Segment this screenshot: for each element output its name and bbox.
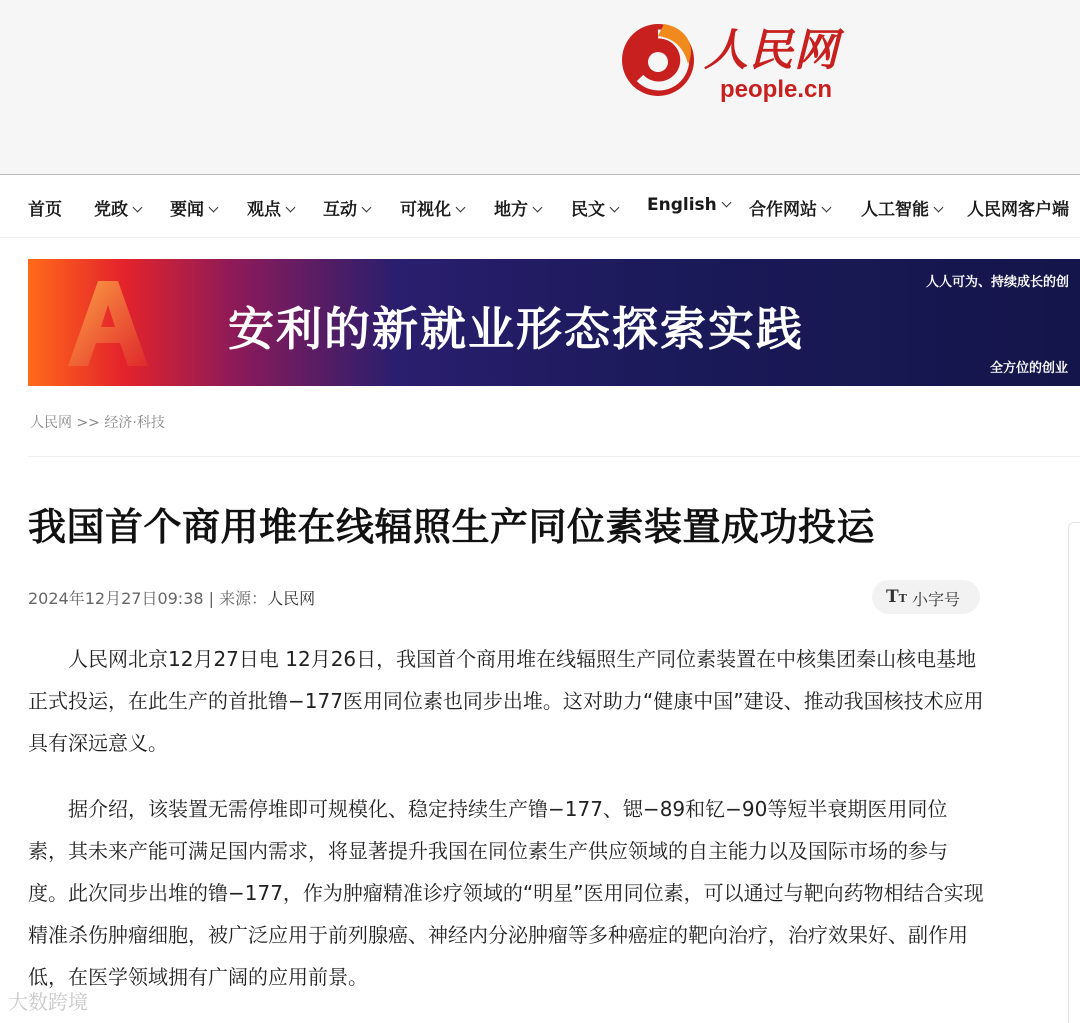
nav-item-visual[interactable]: 可视化 [400, 195, 464, 220]
watermark: 大数跨境 [8, 990, 88, 1014]
divider [28, 456, 1080, 457]
font-size-icon: TT [886, 587, 907, 607]
nav-item-ai[interactable]: 人工智能 [861, 195, 942, 220]
nav-item-local[interactable]: 地方 [494, 195, 541, 220]
main-nav [0, 174, 1080, 238]
banner-title: 安利的新就业形态探索实践 [228, 302, 804, 356]
banner-bottom-text: 全方位的创业 [990, 361, 1069, 376]
chevron-down-icon [610, 203, 620, 213]
site-header [0, 0, 1080, 174]
nav-item-english[interactable]: English [647, 195, 730, 215]
logo-text-cn: 人民网 [704, 25, 839, 76]
source-label: 来源： [219, 589, 268, 608]
site-logo[interactable] [618, 14, 858, 106]
chevron-down-icon [934, 203, 944, 213]
chevron-down-icon [533, 203, 543, 213]
banner-top-text: 人人可为、持续成长的创 [926, 275, 1070, 290]
article-paragraph: 人民网北京12月27日电 12月26日，我国首个商用堆在线辐照生产同位素装置在中核集团秦山核电基地正式投运，在此生产的首批镥−177医用同位素也同步出堆。这对助力“健康中国”建设、推动我国核技术应用具有深远意义。 [28, 647, 984, 755]
chevron-down-icon [456, 203, 466, 213]
breadcrumb [30, 412, 165, 432]
nav-item-interaction[interactable]: 互动 [323, 195, 370, 220]
nav-item-news[interactable]: 要闻 [170, 195, 217, 220]
chevron-down-icon [209, 203, 219, 213]
breadcrumb-section-link[interactable]: 经济·科技 [104, 415, 165, 431]
people-logo-icon [618, 18, 698, 98]
amway-a-logo-icon [68, 281, 148, 366]
chevron-down-icon [362, 203, 372, 213]
breadcrumb-home-link[interactable]: 人民网 [30, 415, 72, 431]
article-title: 我国首个商用堆在线辐照生产同位素装置成功投运 [28, 505, 876, 549]
article-paragraph: 据介绍，该装置无需停堆即可规模化、稳定持续生产镥−177、锶−89和钇−90等短半衰期医用同位素，其未来产能可满足国内需求，将显著提升我国在同位素生产供应领域的自主能力以及国际市场的参与度。此次同步出堆的镥−177，作为肿瘤精准诊疗领域的“明星”医用同位素，可以通过与靶向药物相结合实现精准杀伤肿瘤细胞，被广泛应用于前列腺癌、神经内分泌肿瘤等多种癌症的靶向治疗，治疗效果好、副作用低，在医学领域拥有广阔的应用前景。 [28, 797, 984, 989]
source-link[interactable]: 人民网 [267, 589, 316, 608]
nav-item-party[interactable]: 党政 [94, 195, 141, 220]
font-size-label: 小字号 [912, 590, 961, 609]
chevron-down-icon [286, 203, 296, 213]
nav-item-app[interactable]: 人民网客户端 [967, 200, 1069, 220]
chevron-down-icon [133, 203, 143, 213]
nav-item-opinion[interactable]: 观点 [247, 195, 294, 220]
nav-item-partners[interactable]: 合作网站 [749, 195, 830, 220]
font-size-button[interactable] [872, 580, 980, 614]
nav-item-home[interactable]: 首页 [28, 200, 62, 220]
ad-banner[interactable] [28, 259, 1080, 386]
sidebar-edge [1068, 522, 1080, 1023]
meta-separator: | [208, 589, 215, 608]
chevron-down-icon [721, 198, 731, 208]
article-meta [28, 586, 315, 609]
breadcrumb-separator: >> [76, 415, 100, 431]
chevron-down-icon [822, 203, 832, 213]
nav-item-minwen[interactable]: 民文 [571, 195, 618, 220]
logo-text-en: people.cn [720, 76, 833, 103]
article-datetime: 2024年12月27日09:38 [28, 589, 204, 608]
